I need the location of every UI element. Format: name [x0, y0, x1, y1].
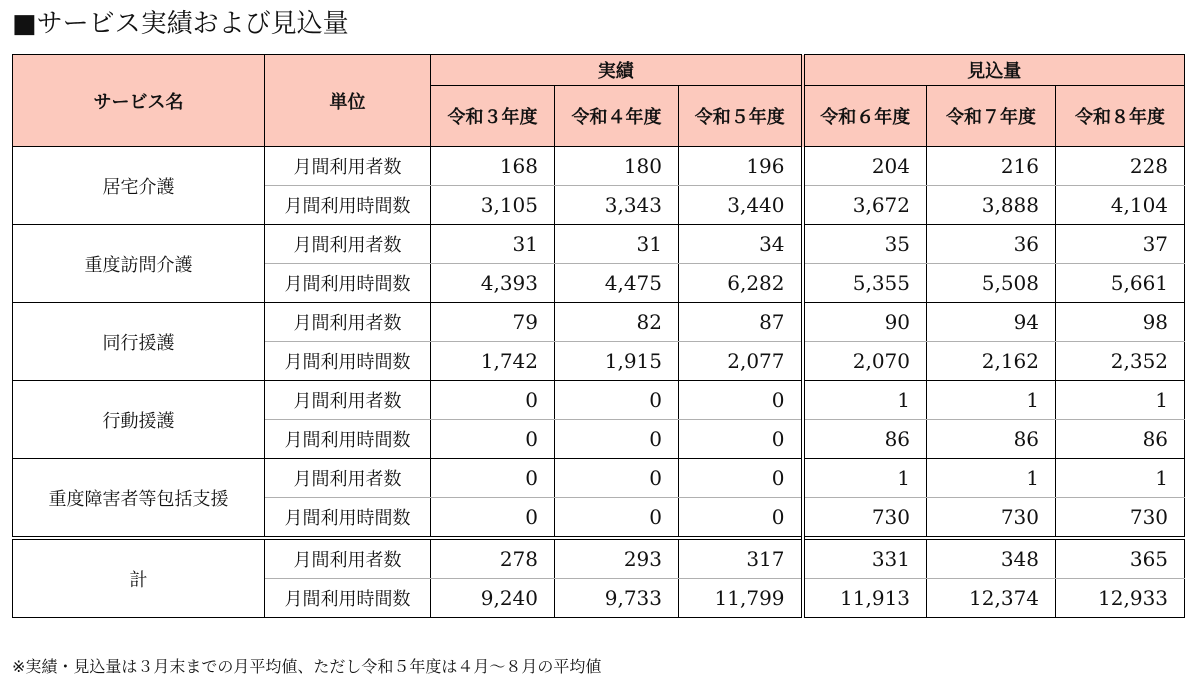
value-cell: 12,933: [1056, 579, 1185, 618]
value-cell: 730: [803, 498, 927, 539]
unit-cell: 月間利用者数: [265, 381, 431, 420]
unit-cell: 月間利用者数: [265, 147, 431, 186]
value-cell: 1,915: [555, 342, 679, 381]
value-cell: 1,742: [431, 342, 555, 381]
unit-cell: 月間利用時間数: [265, 264, 431, 303]
value-cell: 5,355: [803, 264, 927, 303]
value-cell: 278: [431, 538, 555, 579]
unit-cell: 月間利用者数: [265, 225, 431, 264]
unit-cell: 月間利用時間数: [265, 579, 431, 618]
unit-cell: 月間利用時間数: [265, 498, 431, 539]
value-cell: 0: [679, 498, 803, 539]
value-cell: 9,240: [431, 579, 555, 618]
value-cell: 216: [927, 147, 1056, 186]
value-cell: 86: [927, 420, 1056, 459]
unit-cell: 月間利用者数: [265, 459, 431, 498]
value-cell: 11,799: [679, 579, 803, 618]
value-cell: 0: [555, 459, 679, 498]
value-cell: 2,162: [927, 342, 1056, 381]
value-cell: 5,661: [1056, 264, 1185, 303]
header-year: 令和６年度: [803, 86, 927, 147]
value-cell: 2,070: [803, 342, 927, 381]
unit-cell: 月間利用時間数: [265, 342, 431, 381]
value-cell: 36: [927, 225, 1056, 264]
value-cell: 90: [803, 303, 927, 342]
value-cell: 2,077: [679, 342, 803, 381]
value-cell: 3,343: [555, 186, 679, 225]
value-cell: 0: [679, 459, 803, 498]
value-cell: 0: [431, 381, 555, 420]
service-name-cell: 計: [13, 538, 265, 618]
value-cell: 196: [679, 147, 803, 186]
header-actual: 実績: [431, 55, 803, 86]
page-title: ■サービス実績および見込量: [12, 9, 349, 39]
value-cell: 3,440: [679, 186, 803, 225]
service-name-cell: 行動援護: [13, 381, 265, 459]
table-row: [13, 303, 1185, 342]
value-cell: 4,104: [1056, 186, 1185, 225]
service-name-cell: 重度障害者等包括支援: [13, 459, 265, 539]
header-year: 令和７年度: [927, 86, 1056, 147]
table-row: [13, 459, 1185, 498]
value-cell: 87: [679, 303, 803, 342]
value-cell: 31: [431, 225, 555, 264]
value-cell: 730: [1056, 498, 1185, 539]
unit-cell: 月間利用者数: [265, 303, 431, 342]
service-name-cell: 重度訪問介護: [13, 225, 265, 303]
value-cell: 94: [927, 303, 1056, 342]
header-service-name: サービス名: [13, 55, 265, 147]
value-cell: 317: [679, 538, 803, 579]
value-cell: 4,393: [431, 264, 555, 303]
value-cell: 11,913: [803, 579, 927, 618]
value-cell: 1: [927, 381, 1056, 420]
value-cell: 86: [803, 420, 927, 459]
value-cell: 3,672: [803, 186, 927, 225]
value-cell: 35: [803, 225, 927, 264]
value-cell: 180: [555, 147, 679, 186]
footnote: ※実績・見込量は３月末までの月平均値、ただし令和５年度は４月～８月の平均値: [12, 657, 602, 676]
value-cell: 12,374: [927, 579, 1056, 618]
value-cell: 1: [1056, 459, 1185, 498]
unit-cell: 月間利用者数: [265, 538, 431, 579]
table-row: [13, 538, 1185, 579]
value-cell: 82: [555, 303, 679, 342]
value-cell: 0: [555, 381, 679, 420]
header-forecast: 見込量: [803, 55, 1185, 86]
unit-cell: 月間利用時間数: [265, 420, 431, 459]
value-cell: 0: [555, 420, 679, 459]
header-unit: 単位: [265, 55, 431, 147]
value-cell: 293: [555, 538, 679, 579]
value-cell: 730: [927, 498, 1056, 539]
header-year: 令和５年度: [679, 86, 803, 147]
value-cell: 1: [927, 459, 1056, 498]
value-cell: 0: [679, 381, 803, 420]
value-cell: 86: [1056, 420, 1185, 459]
value-cell: 5,508: [927, 264, 1056, 303]
value-cell: 79: [431, 303, 555, 342]
value-cell: 9,733: [555, 579, 679, 618]
header-year: 令和４年度: [555, 86, 679, 147]
table-row: [13, 381, 1185, 420]
value-cell: 0: [555, 498, 679, 539]
value-cell: 37: [1056, 225, 1185, 264]
header-year: 令和３年度: [431, 86, 555, 147]
value-cell: 0: [431, 420, 555, 459]
value-cell: 3,105: [431, 186, 555, 225]
value-cell: 0: [431, 459, 555, 498]
value-cell: 1: [803, 459, 927, 498]
value-cell: 31: [555, 225, 679, 264]
value-cell: 348: [927, 538, 1056, 579]
service-name-cell: 居宅介護: [13, 147, 265, 225]
value-cell: 0: [679, 420, 803, 459]
value-cell: 3,888: [927, 186, 1056, 225]
table-row: [13, 225, 1185, 264]
value-cell: 1: [1056, 381, 1185, 420]
table-row: [13, 147, 1185, 186]
value-cell: 98: [1056, 303, 1185, 342]
value-cell: 4,475: [555, 264, 679, 303]
value-cell: 34: [679, 225, 803, 264]
service-name-cell: 同行援護: [13, 303, 265, 381]
header-year: 令和８年度: [1056, 86, 1185, 147]
value-cell: 331: [803, 538, 927, 579]
value-cell: 1: [803, 381, 927, 420]
value-cell: 0: [431, 498, 555, 539]
value-cell: 204: [803, 147, 927, 186]
value-cell: 168: [431, 147, 555, 186]
value-cell: 365: [1056, 538, 1185, 579]
value-cell: 6,282: [679, 264, 803, 303]
unit-cell: 月間利用時間数: [265, 186, 431, 225]
value-cell: 228: [1056, 147, 1185, 186]
service-table: [12, 54, 1185, 618]
value-cell: 2,352: [1056, 342, 1185, 381]
